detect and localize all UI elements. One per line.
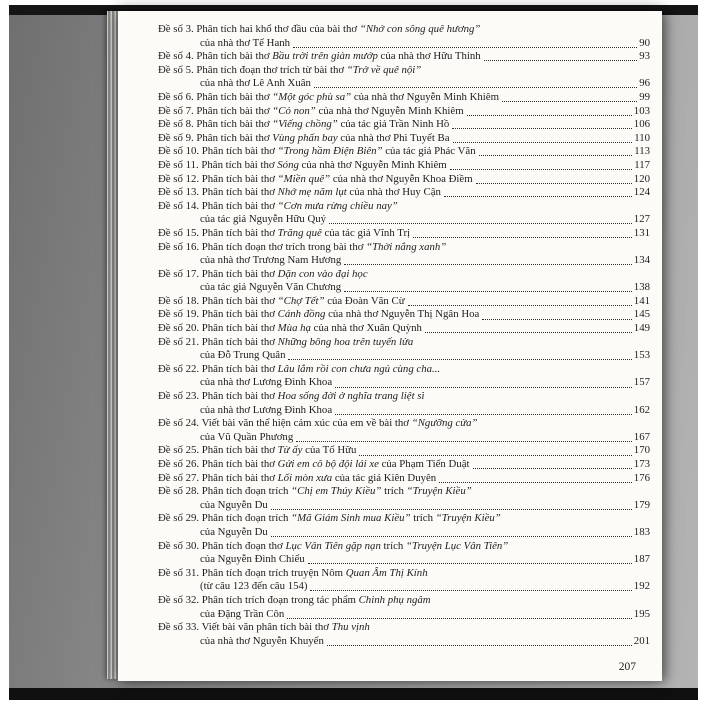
toc-line bbox=[158, 336, 650, 350]
toc-line bbox=[158, 635, 650, 649]
toc-entry-text: Đề số 33. Viết bài văn phân tích bài thơ Thu vịnh bbox=[158, 621, 370, 634]
toc-line bbox=[158, 404, 650, 418]
dot-leader bbox=[344, 264, 632, 265]
dot-leader bbox=[327, 645, 632, 646]
toc-page-number: 134 bbox=[633, 254, 650, 267]
dot-leader bbox=[473, 468, 632, 469]
toc-line bbox=[158, 417, 650, 431]
toc-page-number: 187 bbox=[633, 553, 650, 566]
toc-line bbox=[158, 186, 650, 200]
toc-entry-text: Đề số 19. Phân tích bài thơ Cánh đồng của nhà thơ Nguyễn Thị Ngân Hoa bbox=[158, 308, 480, 321]
dot-leader bbox=[408, 305, 632, 306]
toc-line bbox=[158, 295, 650, 309]
toc-entry-text: Đề số 25. Phân tích bài thơ Từ ấy của Tố Hữu bbox=[158, 444, 357, 457]
toc-entry-text: của Đỗ Trung Quân bbox=[200, 349, 286, 362]
toc-line bbox=[158, 444, 650, 458]
toc-line bbox=[158, 132, 650, 146]
dot-leader bbox=[467, 115, 632, 116]
toc-entry-text: Đề số 27. Phân tích bài thơ Lối mòn xưa của tác giả Kiên Duyên bbox=[158, 471, 437, 484]
toc-page-number: 173 bbox=[633, 458, 650, 470]
toc-line bbox=[158, 200, 650, 214]
toc-line bbox=[158, 91, 650, 105]
toc-page-number: 170 bbox=[633, 444, 650, 457]
toc-line bbox=[158, 105, 650, 119]
toc-line bbox=[158, 349, 650, 363]
toc-page-number: 179 bbox=[633, 498, 650, 511]
toc-entry-text: Đề số 20. Phân tích bài thơ Mùa hạ của nhà thơ Xuân Quỳnh bbox=[158, 322, 422, 335]
toc-line bbox=[158, 526, 650, 540]
toc-line bbox=[158, 540, 650, 554]
dot-leader bbox=[482, 319, 631, 320]
toc-line bbox=[158, 390, 650, 404]
toc-page-number: 106 bbox=[633, 118, 650, 131]
toc-page-number: 153 bbox=[633, 349, 650, 362]
dot-leader bbox=[344, 291, 632, 292]
toc-entry-text: Đề số 32. Phân tích trích đoạn trong tác phẩm Chinh phụ ngâm bbox=[158, 593, 431, 606]
toc-entry-text: Đề số 18. Phân tích bài thơ “Chợ Tết” của Đoàn Văn Cừ bbox=[158, 294, 405, 307]
toc-entry-text: của Nguyễn Du bbox=[200, 498, 268, 511]
toc-entry-text: Đề số 7. Phân tích bài thơ “Cỏ non” của nhà thơ Nguyễn Minh Khiêm bbox=[158, 104, 464, 117]
toc-page-number: 192 bbox=[633, 580, 650, 593]
dot-leader bbox=[329, 223, 632, 224]
dot-leader bbox=[287, 618, 632, 619]
toc-page-number: 201 bbox=[633, 634, 650, 647]
toc-entry-text: của nhà thơ Nguyễn Khuyến bbox=[200, 634, 324, 647]
toc-line bbox=[158, 241, 650, 255]
dot-leader bbox=[271, 536, 632, 537]
toc-line bbox=[158, 499, 650, 513]
toc-page-number: 127 bbox=[633, 213, 650, 226]
page-number: 207 bbox=[618, 661, 636, 673]
toc-entry-text: Đề số 30. Phân tích đoạn thơ Lục Vân Tiên gặp nạn trích “Truyện Lục Vân Tiên” bbox=[158, 539, 509, 552]
toc-entry-text: Đề số 9. Phân tích bài thơ Vùng phấn bay của nhà thơ Phi Tuyết Ba bbox=[158, 131, 450, 144]
toc-entry-text: của nhà thơ Lương Đình Khoa bbox=[200, 403, 333, 416]
toc-page-number: 131 bbox=[633, 226, 650, 239]
toc-page-number: 141 bbox=[633, 294, 650, 307]
toc-page-number: 96 bbox=[639, 77, 650, 90]
toc-page-number: 162 bbox=[633, 403, 650, 416]
toc-entry-text: của nhà thơ Lê Anh Xuân bbox=[200, 77, 311, 90]
toc-entry-text: của Nguyễn Du bbox=[200, 525, 268, 538]
toc-entry-text: Đề số 31. Phân tích đoạn trích truyện Nôm Quan Âm Thị Kính bbox=[158, 566, 428, 579]
toc-entry-text: Đề số 15. Phân tích bài thơ Trăng quê của tác giả Vĩnh Trị bbox=[158, 226, 411, 239]
toc-line bbox=[158, 567, 650, 581]
toc-line bbox=[158, 268, 650, 282]
dot-leader bbox=[314, 87, 637, 88]
dot-leader bbox=[479, 155, 633, 156]
toc-entry-text: của Đặng Trần Côn bbox=[200, 607, 285, 620]
dot-leader bbox=[296, 441, 632, 442]
photo-background bbox=[9, 5, 698, 700]
toc-line bbox=[158, 553, 650, 567]
dot-leader bbox=[444, 196, 632, 197]
dot-leader bbox=[425, 332, 632, 333]
book-page bbox=[118, 11, 662, 681]
toc-page-number: 195 bbox=[633, 607, 650, 620]
toc-line bbox=[158, 23, 650, 37]
toc-line bbox=[158, 608, 650, 622]
toc-line bbox=[158, 431, 650, 445]
toc-line bbox=[158, 458, 650, 472]
toc-entry-text: Đề số 5. Phân tích đoạn thơ trích từ bài thơ “Trở về quê nội” bbox=[158, 63, 422, 76]
toc-entry-text: (từ câu 123 đến câu 154) bbox=[200, 580, 308, 593]
toc-entry-text: của nhà thơ Lương Đình Khoa bbox=[200, 376, 333, 389]
dot-leader bbox=[453, 142, 633, 143]
toc-page-number: 138 bbox=[633, 281, 650, 294]
toc-entry-text: Đề số 3. Phân tích hai khổ thơ đầu của bài thơ “Nhớ con sông quê hương” bbox=[158, 23, 481, 35]
toc-entry-text: Đề số 6. Phân tích bài thơ “Một góc phù sa” của nhà thơ Nguyễn Minh Khiêm bbox=[158, 90, 499, 103]
dot-leader bbox=[452, 128, 631, 129]
toc-entry-text: Đề số 28. Phân tích đoạn trích “Chị em Thúy Kiều” trích “Truyện Kiều” bbox=[158, 485, 472, 498]
toc-entry-text: Đề số 8. Phân tích bài thơ “Viếng chồng” của tác giả Trần Ninh Hồ bbox=[158, 118, 450, 131]
dot-leader bbox=[413, 237, 632, 238]
toc-line bbox=[158, 227, 650, 241]
toc-page-number: 167 bbox=[633, 430, 650, 443]
toc-line bbox=[158, 512, 650, 526]
dot-leader bbox=[450, 169, 633, 170]
toc-entry-text: Đề số 4. Phân tích bài thơ Bầu trời trên giàn mướp của nhà thơ Hữu Thỉnh bbox=[158, 50, 481, 63]
toc-line bbox=[158, 376, 650, 390]
toc-line bbox=[158, 322, 650, 336]
toc-entry-text: Đề số 22. Phân tích bài thơ Lâu lắm rồi con chưa ngủ cùng cha... bbox=[158, 362, 441, 375]
toc-entry-text: của tác giả Nguyễn Văn Chương bbox=[200, 281, 342, 294]
toc-page-number: 145 bbox=[633, 308, 650, 321]
toc-line bbox=[158, 173, 650, 187]
toc-line bbox=[158, 363, 650, 377]
toc-page-number: 124 bbox=[633, 186, 650, 199]
toc-line bbox=[158, 308, 650, 322]
toc-line bbox=[158, 472, 650, 486]
dot-leader bbox=[310, 590, 631, 591]
dot-leader bbox=[476, 183, 632, 184]
toc-page-number: 157 bbox=[633, 376, 650, 389]
toc-entry-text: Đề số 17. Phân tích bài thơ Dặn con vào đại học bbox=[158, 267, 368, 280]
toc-line bbox=[158, 213, 650, 227]
toc-entry-text: Đề số 12. Phân tích bài thơ “Miền quê” của nhà thơ Nguyễn Khoa Điềm bbox=[158, 172, 473, 185]
toc-line bbox=[158, 145, 650, 159]
dot-leader bbox=[502, 101, 637, 102]
dot-leader bbox=[484, 60, 638, 61]
toc-entry-text: Đề số 29. Phân tích đoạn trích “Mã Giám Sinh mua Kiều” trích “Truyện Kiều” bbox=[158, 512, 501, 525]
toc-page-number: 110 bbox=[634, 131, 650, 144]
toc-entry-text: Đề số 10. Phân tích bài thơ “Trong hầm Điện Biên” của tác giả Phác Văn bbox=[158, 145, 476, 158]
toc-line bbox=[158, 580, 650, 594]
bottom-black-bar bbox=[9, 688, 698, 700]
toc-entry-text: của nhà thơ Trương Nam Hương bbox=[200, 254, 342, 267]
toc-line bbox=[158, 485, 650, 499]
toc-line bbox=[158, 37, 650, 51]
toc-page-number: 176 bbox=[633, 471, 650, 484]
toc-entry-text: của Vũ Quần Phương bbox=[200, 430, 294, 443]
toc-entry-text: của tác giả Nguyễn Hữu Quý bbox=[200, 213, 327, 226]
dot-leader bbox=[288, 359, 631, 360]
toc-list bbox=[158, 23, 650, 648]
toc-page-number: 90 bbox=[639, 36, 650, 49]
toc-entry-text: của Nguyễn Đình Chiểu bbox=[200, 553, 305, 566]
dot-leader bbox=[359, 455, 631, 456]
toc-entry-text: Đề số 14. Phân tích bài thơ “Cơn mưa rừng chiều nay” bbox=[158, 199, 398, 212]
toc-page-number: 93 bbox=[639, 50, 650, 63]
toc-line bbox=[158, 118, 650, 132]
dot-leader bbox=[439, 482, 632, 483]
toc-entry-text: Đề số 11. Phân tích bài thơ Sóng của nhà thơ Nguyễn Minh Khiêm bbox=[158, 158, 447, 171]
dot-leader bbox=[335, 387, 632, 388]
dot-leader bbox=[335, 414, 632, 415]
toc-entry-text: Đề số 21. Phân tích bài thơ Những bông hoa trên tuyến lửa bbox=[158, 335, 414, 348]
dot-leader bbox=[293, 47, 637, 48]
toc-entry-text: Đề số 23. Phân tích bài thơ Hoa sống đời ở nghĩa trang liệt sĩ bbox=[158, 390, 425, 403]
toc-line bbox=[158, 621, 650, 635]
toc-line bbox=[158, 594, 650, 608]
toc-page-number: 120 bbox=[633, 172, 650, 185]
dot-leader bbox=[271, 509, 632, 510]
toc-page-number: 103 bbox=[633, 104, 650, 117]
toc-page-number: 99 bbox=[639, 90, 650, 103]
toc-line bbox=[158, 77, 650, 91]
toc-page-number: 113 bbox=[634, 145, 650, 158]
toc-entry-text: Đề số 24. Viết bài văn thể hiện cảm xúc của em về bài thơ “Ngưỡng cửa” bbox=[158, 417, 478, 430]
toc-line bbox=[158, 159, 650, 173]
toc-entry-text: Đề số 26. Phân tích bài thơ Gửi em cô bộ đội lái xe của Phạm Tiến Duật bbox=[158, 458, 470, 470]
toc-page-number: 117 bbox=[634, 158, 650, 171]
toc-line bbox=[158, 64, 650, 78]
dot-leader bbox=[308, 563, 632, 564]
toc-line bbox=[158, 281, 650, 295]
toc-entry-text: Đề số 13. Phân tích bài thơ Nhớ mẹ năm lụt của nhà thơ Huy Cận bbox=[158, 186, 441, 199]
toc-line bbox=[158, 254, 650, 268]
toc-page-number: 183 bbox=[633, 525, 650, 538]
toc-entry-text: của nhà thơ Tế Hanh bbox=[200, 36, 291, 49]
toc-page-number: 149 bbox=[633, 322, 650, 335]
toc-entry-text: Đề số 16. Phân tích đoạn thơ trích trong bài thơ “Thời nắng xanh” bbox=[158, 240, 447, 253]
toc-line bbox=[158, 50, 650, 64]
